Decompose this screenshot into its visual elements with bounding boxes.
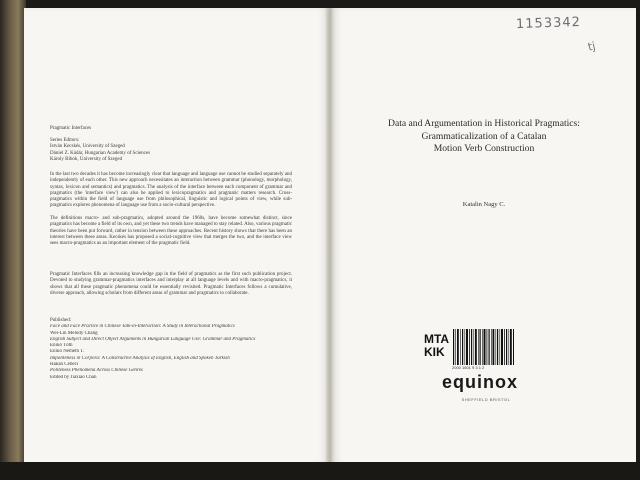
barcode-number: 2000 1601 9 3 1 2: [452, 365, 485, 370]
book-spine-edge: [0, 0, 26, 480]
published-item: Politeness Phenomena Across Chinese Genres: [50, 368, 143, 374]
series-description-paragraph: The definitions macro- and sub-pragmatics, adopted around the 1960s, have become somewhat distinct, since pragmatics has become a field of its own, and yet these two trends have managed to stay related. Also, various pragmatic theories have been put forward, rather in tension between these approaches. Recent history shows that there has been an interest between these areas. Kecskés has proposed a social-cognitive view that merges the two, and the interface view sees macro-pragmatics as an important element of the pragmatic field.: [50, 216, 293, 247]
published-item: English Subject and Direct Object Arguments in Hungarian Language Use: Grammar and Pragmatics: [50, 336, 256, 342]
barcode-icon: [452, 329, 516, 365]
book-title: [368, 118, 600, 156]
library-stamp-line: KIK: [424, 345, 445, 359]
handwritten-accession-number: 1153342: [515, 14, 582, 33]
book-title-line: Grammaticalization of a Catalan: [421, 130, 547, 142]
published-item: Hakan Cebeci: [50, 362, 79, 368]
book-title-line: Data and Argumentation in Historical Pragmatics:: [388, 118, 580, 129]
published-item: Enikő Németh T.: [50, 349, 85, 355]
publisher-logo: [442, 372, 518, 393]
table-surface: [0, 462, 640, 480]
series-label: Pragmatic Interfaces: [50, 126, 92, 131]
editors-heading: Series Editors:: [50, 138, 80, 143]
editor-line: Károly Bibok, University of Szeged: [50, 156, 123, 162]
published-titles-list: [50, 318, 292, 381]
published-item: Wei-Lin Melody Chang: [50, 330, 98, 336]
editor-line: István Kecskés, University of Szeged: [50, 144, 125, 150]
book-author: Katalin Nagy C.: [462, 201, 506, 208]
library-stamp-line: MTA: [424, 332, 450, 346]
published-item: Edited by Jiaxiao Chan: [50, 374, 97, 380]
library-stamp: [424, 333, 449, 359]
published-item: Face and Face Practice in Chinese Talk-in-Interaction: A Study in Interactional Pragmatics: [50, 324, 235, 330]
editor-line: Dániel Z. Kádár, Hungarian Academy of Sciences: [50, 150, 151, 156]
publisher-cities: SHEFFIELD BRISTOL: [461, 397, 511, 402]
page-fold: [326, 8, 334, 466]
book-title-line: Motion Verb Construction: [433, 143, 535, 154]
series-editors: [50, 138, 290, 163]
published-item: Enikő Tóth: [50, 343, 73, 349]
published-item: Impoliteness in Corpora: A Constructive Analysis of English, English and Spoken Turkish: [50, 355, 230, 361]
handwritten-mark: tj: [586, 39, 597, 54]
publisher-logo-text: equinox: [442, 372, 519, 392]
published-heading: Published:: [50, 318, 72, 323]
series-description-paragraph: Pragmatic Interfaces fills an increasing knowledge gap in the field of pragmatics as the first such publication project. Devoted to studying grammar-pragmatics interfaces and interplay at all language levels and with macro-pragmatics, it shows that all these pragmatic phenomena could be essentially revisited. Pragmatic Interfaces follows a cumulative, diverse approach, allowing scholars from different areas of grammar and pragmatics to collaborate.: [50, 272, 292, 296]
series-description-paragraph: In the last two decades it has become increasingly clear that language and language use cannot be studied separately and independently of each other. This new approach necessitates an interaction between grammar (phonology, morphology, syntax, lexicon and semantics) and pragmatics. The analysis of the interface between each component of grammar and pragmatics (the 'interface view') can also be applied to lexicopragmatics and pragmatic matters research. Cross-pragmatics within the field of language use from philosophical, linguistic and logical points of view, while sub-pragmatics explores phenomena of language use from a socio-cultural perspective.: [50, 172, 292, 209]
